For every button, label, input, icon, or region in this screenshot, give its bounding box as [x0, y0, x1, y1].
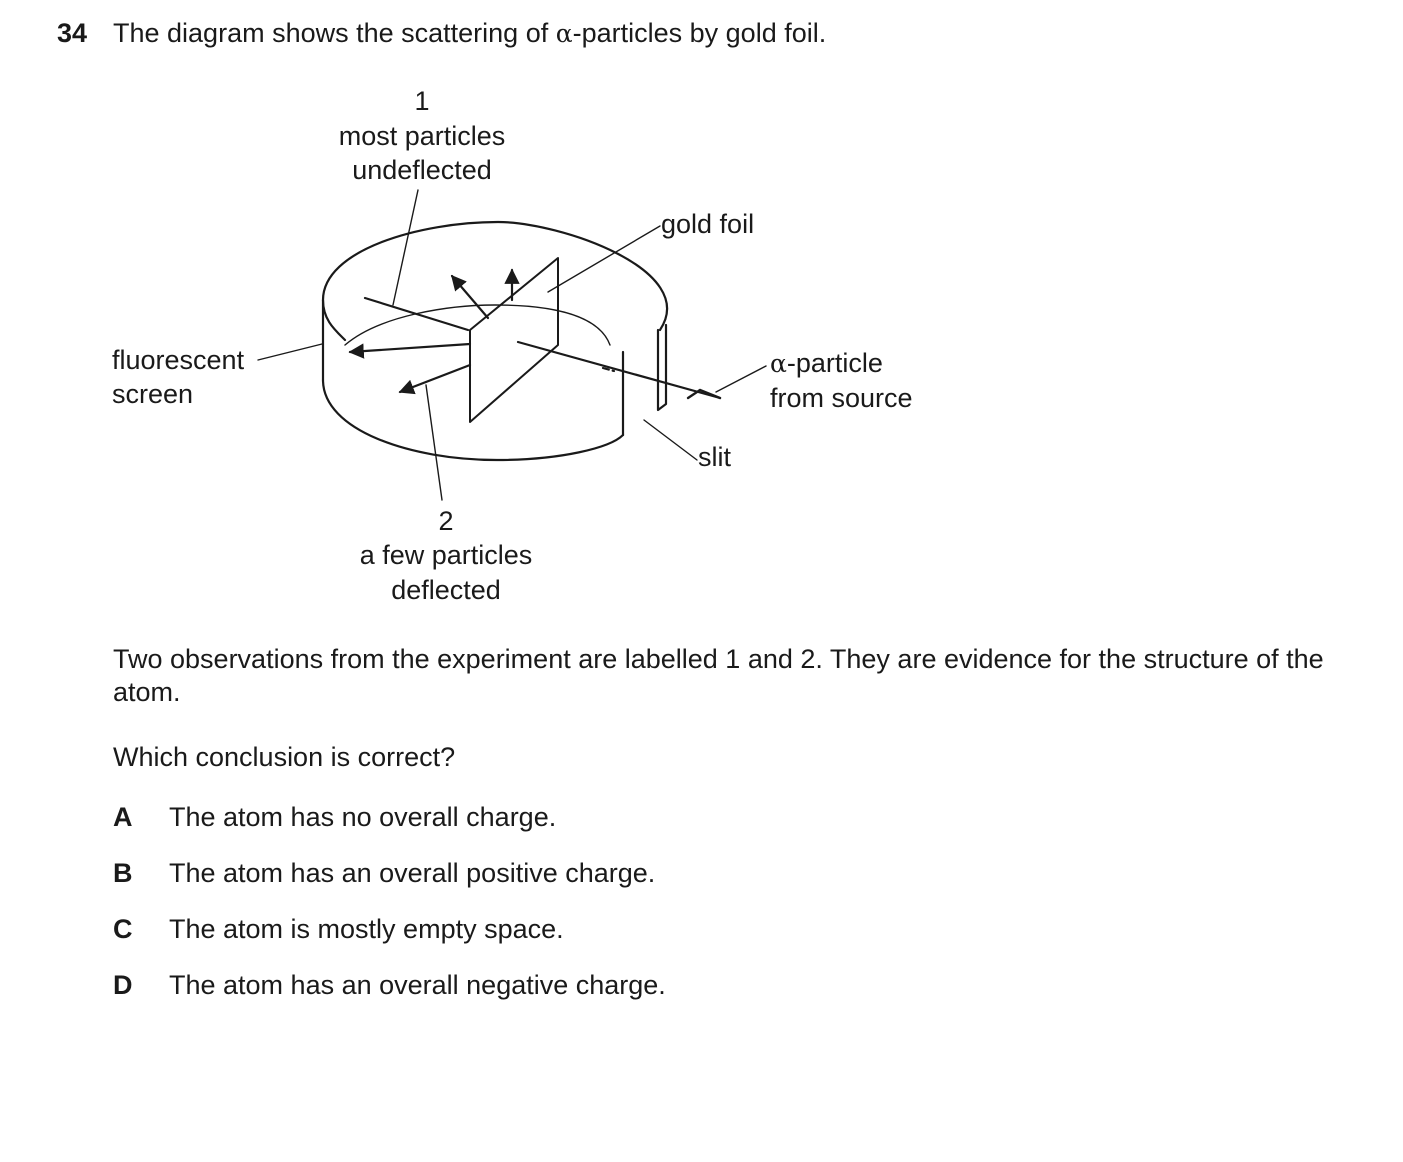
label-2-line1: a few particles [359, 540, 533, 570]
option-a[interactable] [113, 802, 556, 833]
observations-paragraph: Two observations from the experiment are labelled 1 and 2. They are evidence for the structure of the atom. [113, 644, 1324, 707]
label-slit: slit [698, 442, 731, 472]
label-1-line2: undeflected [352, 155, 492, 185]
option-c[interactable] [113, 914, 564, 945]
screen-slit-edge-back [658, 325, 666, 410]
label-gold-foil: gold foil [661, 209, 755, 239]
leader-screen [258, 344, 322, 360]
label-source-line1-rest: -particle [786, 348, 883, 378]
label-screen-line2: screen [112, 379, 194, 409]
leader-slit [644, 420, 697, 460]
leader-2 [426, 385, 442, 500]
stem-text-before: The diagram shows the scattering of [113, 18, 556, 48]
label-source-line1 [770, 348, 883, 378]
label-1-line1: most particles [338, 121, 506, 151]
incoming-particle-path [518, 342, 720, 398]
stem-text-after: -particles by gold foil. [572, 18, 827, 48]
option-text: The atom is mostly empty space. [169, 914, 564, 944]
label-1-number: 1 [414, 86, 430, 116]
option-letter: D [113, 970, 133, 1000]
screen-top-rim [323, 222, 667, 340]
label-screen-line1: fluorescent [112, 345, 245, 375]
option-letter: C [113, 914, 133, 944]
leader-1 [393, 190, 418, 305]
label-2-line2: deflected [391, 575, 501, 605]
option-d[interactable] [113, 970, 666, 1001]
option-letter: B [113, 858, 133, 888]
leader-source [716, 366, 766, 392]
option-letter: A [113, 802, 133, 832]
leader-gold-foil [548, 226, 660, 292]
option-text: The atom has an overall positive charge. [169, 858, 656, 888]
alpha-symbol: α [555, 19, 573, 48]
gold-foil-sheet [470, 258, 558, 422]
label-source-alpha: α [770, 349, 787, 378]
option-text: The atom has an overall negative charge. [169, 970, 666, 1000]
label-2-number: 2 [438, 506, 454, 536]
label-source-line2: from source [770, 383, 913, 413]
option-b[interactable] [113, 858, 655, 889]
question-number: 34 [57, 18, 88, 48]
option-text: The atom has no overall charge. [169, 802, 557, 832]
question-prompt: Which conclusion is correct? [113, 742, 456, 772]
